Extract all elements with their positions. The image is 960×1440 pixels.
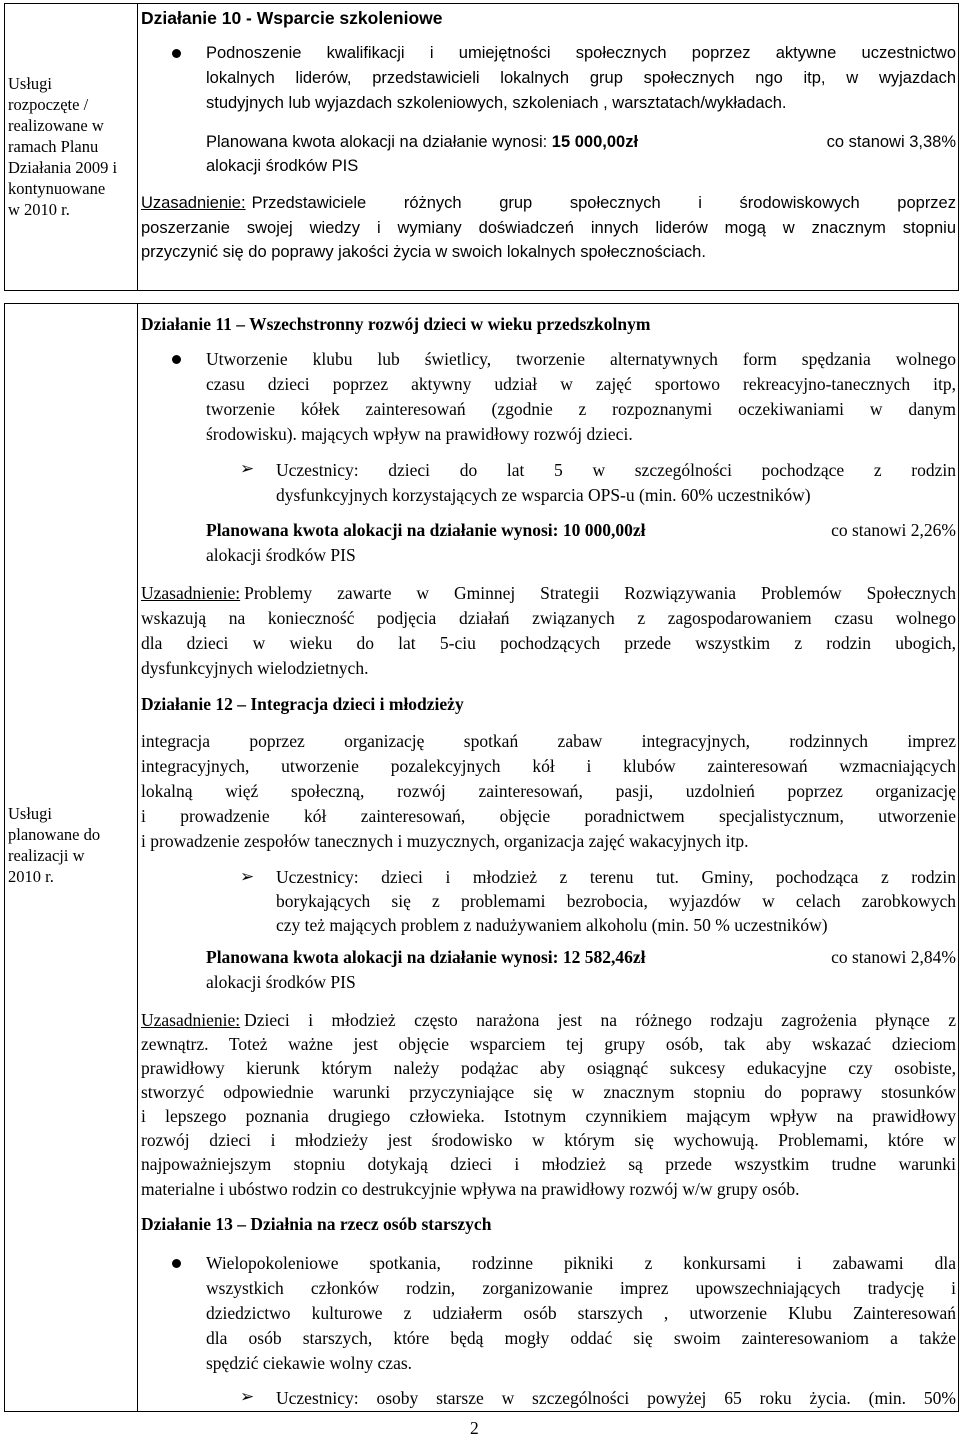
- status-line: ramach Planu: [8, 137, 99, 156]
- d12-arrow-line: czy też mających problem z nadużywaniem alkoholu (min. 50 % uczestników): [276, 915, 828, 935]
- status-line: realizacji w: [8, 846, 85, 865]
- d12-justification-line: [141, 1010, 956, 1030]
- amount-tail: co stanowi 3,38%: [826, 133, 956, 151]
- justification-text: Przedstawiciele różnych grup społecznych i środowiskowych poprzez: [251, 194, 956, 212]
- d13-bullet-line: dla osób starszych, które będą mogły oddać się swoim zainteresowaniom a także: [206, 1328, 956, 1348]
- status-line: kontynuowane: [8, 179, 106, 198]
- d12-body-line: i prowadzenie zespołów tanecznych i muzycznych, organizacja zajęć wakacyjnych itp.: [141, 831, 749, 851]
- d12-amount-line2: alokacji środków PIS: [206, 972, 356, 992]
- justification-label: Uzasadnienie:: [141, 194, 246, 212]
- d10-justification-line: [141, 193, 956, 213]
- d12-body-line: lokalną więź społeczną, rozwój zainteresowań, pasji, uzdolnień poprzez organizację: [141, 781, 956, 801]
- d11-title: Działanie 11 – Wszechstronny rozwój dzieci w wieku przedszkolnym: [141, 314, 651, 334]
- d13-bullet-line: spędzić ciekawie wolny czas.: [206, 1353, 413, 1373]
- d12-body-line: integracja poprzez organizację spotkań zabaw integracyjnych, rodzinnych imprez: [141, 731, 956, 751]
- d12-justification-line: rozwój dzieci i młodzieży jest środowisko w którym się wychowują. Problemami, które w: [141, 1130, 956, 1150]
- d10-bullet-line: Podnoszenie kwalifikacji i umiejętności społecznych poprzez aktywne uczestnictwo: [206, 44, 956, 62]
- table-border-a-top: [4, 3, 959, 4]
- amount-tail: co stanowi 2,26%: [831, 520, 956, 540]
- d12-title: Działanie 12 – Integracja dzieci i młodzieży: [141, 694, 464, 714]
- d12-body-line: integracyjnych, utworzenie pozalekcyjnych kół i klubów zainteresowań wzmacniających: [141, 756, 956, 776]
- justification-text: Dzieci i młodzież często narażona jest na różnego rodzaju zagrożenia płynące z: [244, 1010, 956, 1030]
- d10-title: Działanie 10 - Wsparcie szkoleniowe: [141, 8, 443, 28]
- table-border-b-bottom: [4, 1411, 959, 1412]
- d12-arrow-line: borykających się z problemami bezrobocia, wyjazdów w celach zarobkowych: [276, 891, 956, 911]
- d11-arrow-line: Uczestnicy: dzieci do lat 5 w szczególności pochodzące z rodzin: [276, 460, 956, 480]
- d12-justification-line: najpoważniejszym stopniu dotykają dzieci i młodzież są przede wszystkim trudne warunki: [141, 1154, 956, 1174]
- d11-bullet-line: tworzenie kółek zainteresowań (zgodnie z rozpoznanymi oczekiwaniami w danym: [206, 399, 956, 419]
- amount-lead: Planowana kwota alokacji na działanie wynosi:: [206, 133, 548, 151]
- d11-justification-line: [141, 583, 956, 603]
- d12-justification-line: stworzyć odpowiednie warunki przyczyniające się w znacznym stopniu do poprawy stosunków: [141, 1082, 956, 1102]
- bullet-dot: [172, 49, 181, 58]
- status-line: Działania 2009 i: [8, 158, 118, 177]
- table-border-a-right: [958, 3, 959, 291]
- d12-justification-line: materialne i ubóstwo rodzin co destrukcyjnie wpływa na prawidłowy rozwój w/w grupy osób.: [141, 1179, 800, 1199]
- amount-value: 15 000,00zł: [551, 133, 639, 151]
- d12-amount-line: [206, 947, 956, 967]
- d13-bullet-line: Wielopokoleniowe spotkania, rodzinne pikniki z konkursami i zabawami dla: [206, 1253, 956, 1273]
- status-line: planowane do: [8, 825, 101, 844]
- d12-justification-line: i lepszego poznania drugiego człowieka. Istotnym czynnikiem mającym wpływ na prawidłowy: [141, 1106, 956, 1126]
- table-border-b-right: [958, 303, 959, 1412]
- d10-amount-line: [206, 132, 956, 152]
- d10-amount-line2: alokacji środków PIS: [206, 157, 359, 175]
- bullet-dot: [172, 355, 181, 364]
- justification-label: Uzasadnienie:: [141, 1010, 241, 1030]
- table-border-b-top: [4, 303, 959, 304]
- amount-lead: Planowana kwota alokacji na działanie wynosi:: [206, 947, 559, 967]
- bullet-dot: [172, 1259, 181, 1268]
- d11-arrow-line: dysfunkcyjnych korzystających ze wsparcia OPS-u (min. 60% uczestników): [276, 485, 811, 505]
- d13-arrow-line: Uczestnicy: osoby starsze w szczególności powyżej 65 roku życia. (min. 50%: [276, 1388, 956, 1408]
- d11-amount-line2: alokacji środków PIS: [206, 545, 356, 565]
- section-a-status-cell: [8, 73, 136, 220]
- table-border-a-left: [4, 3, 5, 291]
- status-line: Usługi: [8, 74, 53, 93]
- d12-arrow-line: Uczestnicy: dzieci i młodzież z terenu tut. Gminy, pochodząca z rodzin: [276, 867, 956, 887]
- arrow-bullet-icon: ➢: [240, 1387, 255, 1407]
- d11-justification-line: wskazują na konieczność podjęcia działań związanych z zagospodarowaniem czasu wolnego: [141, 608, 956, 628]
- d13-bullet-line: wszystkich członków rodzin, zorganizowanie imprez upowszechniających tradycję i: [206, 1278, 956, 1298]
- d10-justification-line: przyczynić się do poprawy jakości życia w swoich lokalnych społecznościach.: [141, 243, 706, 261]
- d13-bullet-line: dziedzictwo kulturowe z udziałerm osób starszych , utworzenie Klubu Zainteresowań: [206, 1303, 956, 1323]
- justification-label: Uzasadnienie:: [141, 583, 241, 603]
- table-border-a-mid: [137, 3, 138, 291]
- justification-text: Problemy zawarte w Gminnej Strategii Rozwiązywania Problemów Społecznych: [244, 583, 956, 603]
- table-border-a-bottom: [4, 290, 959, 291]
- status-line: Usługi: [8, 804, 53, 823]
- d11-bullet-line: czasu dzieci poprzez aktywny udział w zajęć sportowo rekreacyjno-tanecznych itp,: [206, 374, 956, 394]
- arrow-bullet-icon: ➢: [240, 867, 255, 887]
- d11-bullet-line: środowisku). mających wpływ na prawidłowy rozwój dzieci.: [206, 424, 633, 444]
- d10-bullet-line: lokalnych liderów, przedstawicieli lokalnych grup społecznych ngo itp, w wyjazdach: [206, 69, 956, 87]
- amount-tail: co stanowi 2,84%: [831, 947, 956, 967]
- table-border-b-left: [4, 303, 5, 1412]
- d12-justification-line: prawidłowy kierunk którym należy podążac aby osiągnąć sukcesy edukacyjne czy osobiste,: [141, 1058, 956, 1078]
- amount-lead: Planowana kwota alokacji na działanie wynosi:: [206, 520, 559, 540]
- status-line: rozpoczęte /: [8, 95, 89, 114]
- d12-justification-line: zewnątrz. Toteż ważne jest objęcie wsparciem tej grupy osób, tak aby wskazać dzieciom: [141, 1034, 956, 1054]
- amount-value: 10 000,00zł: [562, 520, 646, 540]
- table-border-b-mid: [137, 303, 138, 1412]
- d10-bullet-line: studyjnych lub wyjazdach szkoleniowych, szkoleniach , warsztatach/wykładach.: [206, 94, 787, 112]
- d13-title: Działanie 13 – Działnia na rzecz osób starszych: [141, 1214, 492, 1234]
- d12-body-line: i prowadzenie kół zainteresowań, objęcie poradnictwem specjalistycznum, utworzenie: [141, 806, 956, 826]
- d10-justification-line: poszerzanie swojej wiedzy i wymiany doświadczeń innych liderów mogą w znacznym stopniu: [141, 219, 956, 237]
- status-line: 2010 r.: [8, 867, 54, 886]
- amount-value: 12 582,46zł: [562, 947, 646, 967]
- page-number: 2: [470, 1418, 479, 1438]
- status-line: w 2010 r.: [8, 200, 70, 219]
- section-b-status-cell: [8, 803, 136, 887]
- arrow-bullet-icon: ➢: [240, 459, 255, 479]
- d11-justification-line: dysfunkcyjnych wielodzietnych.: [141, 658, 369, 678]
- d11-amount-line: [206, 520, 956, 540]
- status-line: realizowane w: [8, 116, 104, 135]
- d11-justification-line: dla dzieci w wieku do lat 5-ciu pochodzących przede wszystkim z rodzin ubogich,: [141, 633, 956, 653]
- d11-bullet-line: Utworzenie klubu lub świetlicy, tworzenie alternatywnych form spędzania wolnego: [206, 349, 956, 369]
